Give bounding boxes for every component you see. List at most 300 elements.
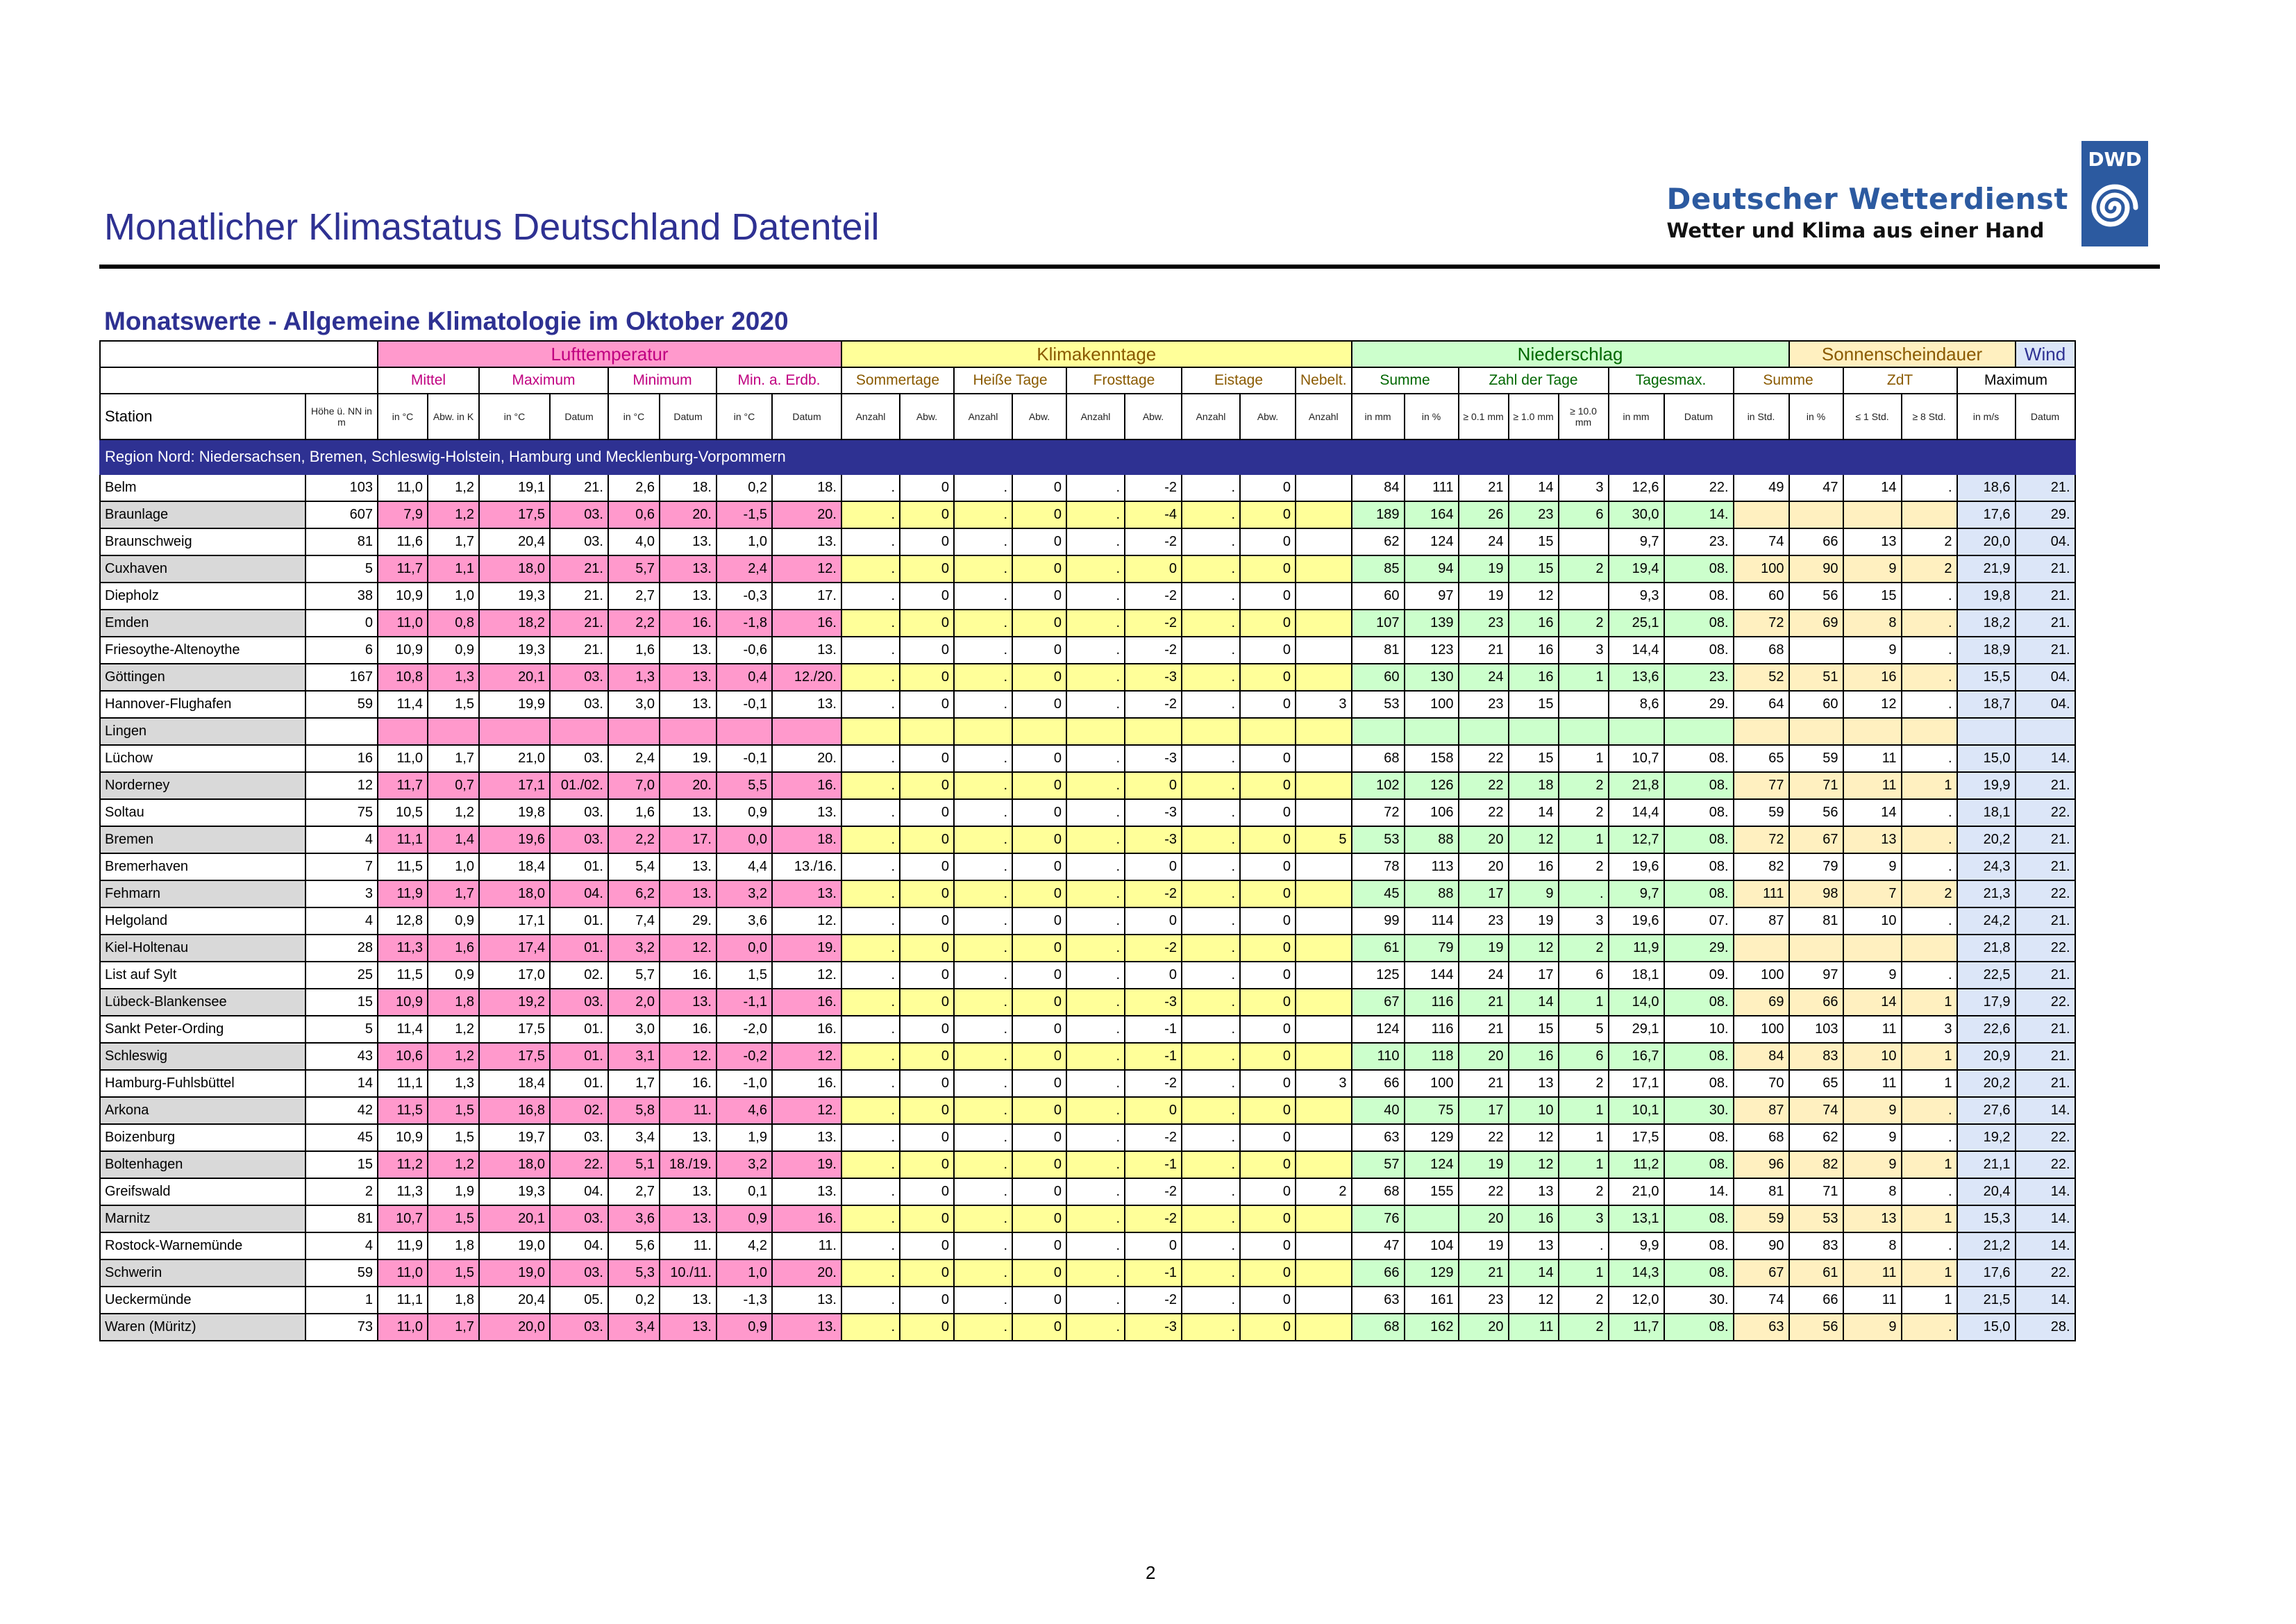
subgroup-header: Tagesmax. (1609, 367, 1734, 394)
data-cell: 1,6 (608, 799, 660, 826)
data-cell: 0 (1240, 799, 1296, 826)
data-cell: . (1066, 1287, 1125, 1314)
data-cell: 0 (1240, 907, 1296, 935)
data-cell: 3 (305, 880, 378, 907)
data-cell: 10./11. (660, 1259, 717, 1287)
data-cell: 90 (1789, 555, 1843, 583)
data-cell: 59 (1734, 799, 1789, 826)
data-cell: 13. (660, 1205, 717, 1232)
data-cell: 22. (550, 1151, 608, 1178)
data-cell: 14 (1509, 474, 1559, 501)
data-cell: . (954, 691, 1012, 718)
data-cell: 25,1 (1609, 610, 1664, 637)
data-cell: 2 (1559, 935, 1609, 962)
data-cell: 0 (1012, 1016, 1066, 1043)
data-cell: . (1559, 1232, 1609, 1259)
data-cell: 03. (550, 1259, 608, 1287)
data-cell: 11 (1843, 1259, 1902, 1287)
data-cell: . (1066, 1097, 1125, 1124)
data-cell: 08. (1664, 583, 1734, 610)
data-cell: 19. (660, 745, 717, 772)
data-cell: 4,0 (608, 528, 660, 555)
data-cell: . (1902, 1314, 1957, 1341)
data-cell: . (1182, 1016, 1240, 1043)
data-cell: 0 (900, 853, 954, 880)
data-cell: 6,2 (608, 880, 660, 907)
data-cell: 03. (550, 799, 608, 826)
data-cell: 13. (660, 1178, 717, 1205)
data-cell: 0 (1125, 555, 1182, 583)
unit-header: Datum (1664, 394, 1734, 440)
data-cell (305, 718, 378, 745)
data-cell: 10,7 (1609, 745, 1664, 772)
data-cell: 13. (660, 664, 717, 691)
unit-header: Anzahl (1182, 394, 1240, 440)
data-cell: . (954, 583, 1012, 610)
data-cell: . (1902, 907, 1957, 935)
data-cell: 17,1 (479, 772, 550, 799)
data-cell: 12,0 (1609, 1287, 1664, 1314)
data-cell: 24,3 (1957, 853, 2016, 880)
data-cell: 14 (305, 1070, 378, 1097)
data-cell: -1 (1125, 1259, 1182, 1287)
data-cell: 10,8 (378, 664, 428, 691)
data-cell: 11,7 (378, 555, 428, 583)
data-cell: 0 (900, 664, 954, 691)
data-cell: 11,4 (378, 1016, 428, 1043)
data-cell: 0 (1240, 637, 1296, 664)
data-cell: 17,1 (479, 907, 550, 935)
data-cell: . (1182, 880, 1240, 907)
data-cell (1125, 718, 1182, 745)
data-cell: 60 (1352, 583, 1405, 610)
data-cell: 08. (1664, 772, 1734, 799)
data-cell: 62 (1352, 528, 1405, 555)
station-name: Arkona (100, 1097, 305, 1124)
data-cell: . (841, 501, 900, 528)
data-cell: . (841, 691, 900, 718)
data-cell: 0 (900, 1124, 954, 1151)
data-cell: 9 (1843, 853, 1902, 880)
table-row (100, 935, 2075, 962)
station-name: Hannover-Flughafen (100, 691, 305, 718)
station-name: Lingen (100, 718, 305, 745)
data-cell: 9 (1843, 1097, 1902, 1124)
data-cell (1296, 664, 1352, 691)
data-cell: 100 (1734, 555, 1789, 583)
data-cell: 53 (1352, 826, 1405, 853)
data-cell: 20,2 (1957, 1070, 2016, 1097)
data-cell: . (1902, 1178, 1957, 1205)
station-name: Greifswald (100, 1178, 305, 1205)
data-cell: 10,9 (378, 989, 428, 1016)
data-cell: 19,6 (1609, 907, 1664, 935)
data-cell: 2 (1559, 555, 1609, 583)
data-cell: 67 (1734, 1259, 1789, 1287)
data-cell: 40 (1352, 1097, 1405, 1124)
data-cell: . (841, 1314, 900, 1341)
data-cell: 16. (660, 610, 717, 637)
data-cell: . (1066, 528, 1125, 555)
data-cell (1405, 1205, 1459, 1232)
data-cell: . (841, 962, 900, 989)
data-cell: 10,7 (378, 1205, 428, 1232)
data-cell: 22,6 (1957, 1016, 2016, 1043)
unit-header: Datum (550, 394, 608, 440)
data-cell: . (1066, 555, 1125, 583)
data-cell: 20 (1459, 853, 1509, 880)
data-cell: -2 (1125, 474, 1182, 501)
data-cell: . (1182, 637, 1240, 664)
data-cell: 18,9 (1957, 637, 2016, 664)
subgroup-header: Nebelt. (1296, 367, 1352, 394)
data-cell: 0 (1012, 989, 1066, 1016)
data-cell: 1,2 (428, 1151, 479, 1178)
data-cell: 66 (1789, 1287, 1843, 1314)
data-cell (1902, 935, 1957, 962)
data-cell: 0 (1240, 1097, 1296, 1124)
data-cell: 21 (1459, 1259, 1509, 1287)
data-cell: 0 (900, 772, 954, 799)
data-cell: 0 (1012, 501, 1066, 528)
data-cell: . (954, 989, 1012, 1016)
header-rule (99, 265, 2160, 269)
data-cell: 0 (1012, 1178, 1066, 1205)
data-cell: 103 (305, 474, 378, 501)
data-cell (1843, 718, 1902, 745)
data-cell: -3 (1125, 989, 1182, 1016)
header-blank (100, 341, 378, 367)
table-row (100, 637, 2075, 664)
data-cell: 5 (305, 1016, 378, 1043)
station-header: Station (100, 394, 305, 440)
data-cell: 13. (660, 1287, 717, 1314)
data-cell: 21. (550, 583, 608, 610)
data-cell: 11,1 (378, 826, 428, 853)
station-name: Boizenburg (100, 1124, 305, 1151)
data-cell: . (841, 880, 900, 907)
station-name: Marnitz (100, 1205, 305, 1232)
data-cell: 03. (550, 664, 608, 691)
data-cell: 19 (1459, 555, 1509, 583)
data-cell: 52 (1734, 664, 1789, 691)
data-cell: 0,6 (608, 501, 660, 528)
data-cell: 111 (1734, 880, 1789, 907)
data-cell: . (1066, 1124, 1125, 1151)
data-cell: 18,7 (1957, 691, 2016, 718)
data-cell: . (1066, 853, 1125, 880)
data-cell: 13. (660, 799, 717, 826)
data-cell: 18./19. (660, 1151, 717, 1178)
data-cell: 65 (1734, 745, 1789, 772)
unit-header: in mm (1609, 394, 1664, 440)
data-cell: 13 (1509, 1232, 1559, 1259)
data-cell: . (841, 1205, 900, 1232)
data-cell: 04. (2016, 691, 2075, 718)
data-cell: 0 (900, 583, 954, 610)
data-cell: 155 (1405, 1178, 1459, 1205)
region-header: Region Nord: Niedersachsen, Bremen, Schleswig-Holstein, Hamburg und Mecklenburg-Vorpommern (100, 440, 2075, 474)
data-cell: 2,2 (608, 826, 660, 853)
data-cell: 1,5 (428, 1259, 479, 1287)
data-cell: 02. (550, 962, 608, 989)
data-cell: 20 (1459, 1314, 1509, 1341)
data-cell: 24 (1459, 962, 1509, 989)
data-cell: 18. (772, 826, 841, 853)
data-cell: 7,4 (608, 907, 660, 935)
unit-header: ≤ 1 Std. (1843, 394, 1902, 440)
data-cell: . (841, 1178, 900, 1205)
data-cell: 19,9 (479, 691, 550, 718)
data-cell: 53 (1789, 1205, 1843, 1232)
data-cell (1902, 718, 1957, 745)
data-cell: 12,6 (1609, 474, 1664, 501)
page-title: Monatlicher Klimastatus Deutschland Datenteil (104, 206, 880, 248)
data-cell: 118 (1405, 1043, 1459, 1070)
data-cell: . (1066, 772, 1125, 799)
data-cell: 11,5 (378, 853, 428, 880)
data-cell: 18. (660, 474, 717, 501)
data-cell: 15 (305, 1151, 378, 1178)
data-cell: 21. (2016, 907, 2075, 935)
table-row (100, 474, 2075, 501)
data-cell: 20,4 (479, 1287, 550, 1314)
data-cell: . (1902, 1124, 1957, 1151)
data-cell: 08. (1664, 1314, 1734, 1341)
data-cell: 60 (1789, 691, 1843, 718)
subgroup-header: Summe (1352, 367, 1459, 394)
data-cell: 87 (1734, 1097, 1789, 1124)
subgroup-header: Sommertage (841, 367, 954, 394)
data-cell: 09. (1664, 962, 1734, 989)
data-cell: . (841, 799, 900, 826)
data-cell: 20,1 (479, 664, 550, 691)
dwd-logo-text (1666, 182, 2068, 242)
data-cell: 22. (2016, 989, 2075, 1016)
table-row (100, 799, 2075, 826)
table-row (100, 1232, 2075, 1259)
data-cell: 14,3 (1609, 1259, 1664, 1287)
data-cell: 18,1 (1957, 799, 2016, 826)
unit-header: in °C (479, 394, 550, 440)
data-cell: 47 (1352, 1232, 1405, 1259)
data-cell: 18,6 (1957, 474, 2016, 501)
group-header: Wind (2016, 341, 2075, 367)
data-cell: -1,8 (717, 610, 772, 637)
subgroup-header: Summe (1734, 367, 1843, 394)
data-cell: 1,5 (428, 1124, 479, 1151)
data-cell (1296, 1151, 1352, 1178)
data-cell (1664, 718, 1734, 745)
data-cell: 17,9 (1957, 989, 2016, 1016)
data-cell: 21,0 (1609, 1178, 1664, 1205)
data-cell: 3 (1559, 637, 1609, 664)
data-cell (1296, 637, 1352, 664)
data-cell: 2 (1902, 528, 1957, 555)
data-cell: 0,0 (717, 935, 772, 962)
unit-header: Abw. (1012, 394, 1066, 440)
data-cell: 0 (1240, 1151, 1296, 1178)
data-cell: 67 (1789, 826, 1843, 853)
data-cell: 0 (1012, 1124, 1066, 1151)
data-cell: 1 (305, 1287, 378, 1314)
data-cell: 22 (1459, 772, 1509, 799)
data-cell: 1,7 (608, 1070, 660, 1097)
data-cell: 29. (660, 907, 717, 935)
data-cell: 1 (1559, 664, 1609, 691)
data-cell: 1 (1902, 989, 1957, 1016)
data-cell: 0,9 (717, 799, 772, 826)
data-cell: 0 (900, 1097, 954, 1124)
data-cell: 6 (305, 637, 378, 664)
data-cell: -2 (1125, 880, 1182, 907)
data-cell: . (1902, 637, 1957, 664)
data-cell: 12. (772, 907, 841, 935)
data-cell: 21. (2016, 637, 2075, 664)
unit-header: Höhe ü. NN in m (305, 394, 378, 440)
data-cell: 22. (2016, 799, 2075, 826)
data-cell (1734, 718, 1789, 745)
data-cell: . (1066, 962, 1125, 989)
data-cell: . (1066, 1178, 1125, 1205)
data-cell: . (841, 826, 900, 853)
data-cell: 0 (1240, 853, 1296, 880)
data-cell: 01. (550, 1043, 608, 1070)
data-cell: 104 (1405, 1232, 1459, 1259)
data-cell: 60 (1734, 583, 1789, 610)
data-cell: 1 (1902, 1259, 1957, 1287)
data-cell: 14. (2016, 1097, 2075, 1124)
station-name: Soltau (100, 799, 305, 826)
data-cell: -0,1 (717, 691, 772, 718)
climate-table (99, 340, 2076, 1341)
data-cell: 162 (1405, 1314, 1459, 1341)
data-cell: -1 (1125, 1151, 1182, 1178)
data-cell: . (1902, 474, 1957, 501)
data-cell: . (954, 1178, 1012, 1205)
data-cell: 14 (1843, 474, 1902, 501)
table-row (100, 1124, 2075, 1151)
data-cell (1734, 501, 1789, 528)
station-name: Lüchow (100, 745, 305, 772)
data-cell: 82 (1789, 1151, 1843, 1178)
data-cell: 0 (1012, 528, 1066, 555)
data-cell: 04. (550, 1178, 608, 1205)
data-cell: 1 (1559, 989, 1609, 1016)
data-cell: 6 (1559, 1043, 1609, 1070)
station-name: Göttingen (100, 664, 305, 691)
data-cell: . (954, 799, 1012, 826)
data-cell: 18,0 (479, 880, 550, 907)
data-cell: 99 (1352, 907, 1405, 935)
data-cell: 72 (1734, 826, 1789, 853)
data-cell: 68 (1352, 1314, 1405, 1341)
data-cell: 19 (1459, 935, 1509, 962)
data-cell (1296, 501, 1352, 528)
data-cell (1843, 935, 1902, 962)
data-cell: . (1902, 610, 1957, 637)
data-cell: 21. (2016, 555, 2075, 583)
data-cell: 12. (772, 1043, 841, 1070)
data-cell: . (954, 907, 1012, 935)
data-cell: 2,4 (717, 555, 772, 583)
unit-header: in °C (378, 394, 428, 440)
data-cell: . (841, 1232, 900, 1259)
data-cell: . (1066, 637, 1125, 664)
data-cell: 11,6 (378, 528, 428, 555)
data-cell: 2,7 (608, 1178, 660, 1205)
data-cell: 30. (1664, 1097, 1734, 1124)
data-cell: 102 (1352, 772, 1405, 799)
data-cell: 11,1 (378, 1070, 428, 1097)
data-cell: 9,9 (1609, 1232, 1664, 1259)
data-cell: 0 (1125, 853, 1182, 880)
data-cell: . (1182, 555, 1240, 583)
data-cell (1957, 718, 2016, 745)
data-cell: 3 (1296, 1070, 1352, 1097)
data-cell: 14. (2016, 1287, 2075, 1314)
unit-header: in °C (717, 394, 772, 440)
data-cell: 21. (2016, 610, 2075, 637)
data-cell: 62 (1789, 1124, 1843, 1151)
station-name: Cuxhaven (100, 555, 305, 583)
data-cell: 0,4 (717, 664, 772, 691)
data-cell: 03. (550, 745, 608, 772)
data-cell: 130 (1405, 664, 1459, 691)
data-cell: 18,4 (479, 853, 550, 880)
station-name: Ueckermünde (100, 1287, 305, 1314)
data-cell: 2 (1902, 880, 1957, 907)
data-cell (479, 718, 550, 745)
data-cell: . (954, 501, 1012, 528)
data-cell: 4 (305, 1232, 378, 1259)
data-cell: 6 (1559, 501, 1609, 528)
data-cell (1182, 718, 1240, 745)
data-cell: 14. (1664, 1178, 1734, 1205)
data-cell: 70 (1734, 1070, 1789, 1097)
data-cell: 17,0 (479, 962, 550, 989)
data-cell: 16 (1509, 610, 1559, 637)
data-cell: 0 (1240, 555, 1296, 583)
data-cell: . (954, 1016, 1012, 1043)
data-cell: 29. (1664, 691, 1734, 718)
data-cell: . (954, 1259, 1012, 1287)
data-cell: 1,0 (428, 853, 479, 880)
data-cell (608, 718, 660, 745)
unit-header: ≥ 8 Std. (1902, 394, 1957, 440)
group-header: Lufttemperatur (378, 341, 841, 367)
data-cell: 04. (2016, 664, 2075, 691)
data-cell: 13. (772, 691, 841, 718)
data-cell: 83 (1789, 1043, 1843, 1070)
data-cell: 3,4 (608, 1314, 660, 1341)
data-cell: 13. (772, 1287, 841, 1314)
data-cell (1296, 1287, 1352, 1314)
data-cell: 13 (1509, 1070, 1559, 1097)
data-cell: 19,2 (479, 989, 550, 1016)
data-cell: 18 (1509, 772, 1559, 799)
data-cell: 10. (1664, 1016, 1734, 1043)
data-cell: 12. (772, 1097, 841, 1124)
data-cell: 13. (660, 1124, 717, 1151)
data-cell: . (1066, 1016, 1125, 1043)
data-cell: . (954, 1232, 1012, 1259)
data-cell (550, 718, 608, 745)
data-cell: 15 (1509, 528, 1559, 555)
unit-header: Abw. (1240, 394, 1296, 440)
data-cell: 19 (1459, 583, 1509, 610)
data-cell (1296, 989, 1352, 1016)
